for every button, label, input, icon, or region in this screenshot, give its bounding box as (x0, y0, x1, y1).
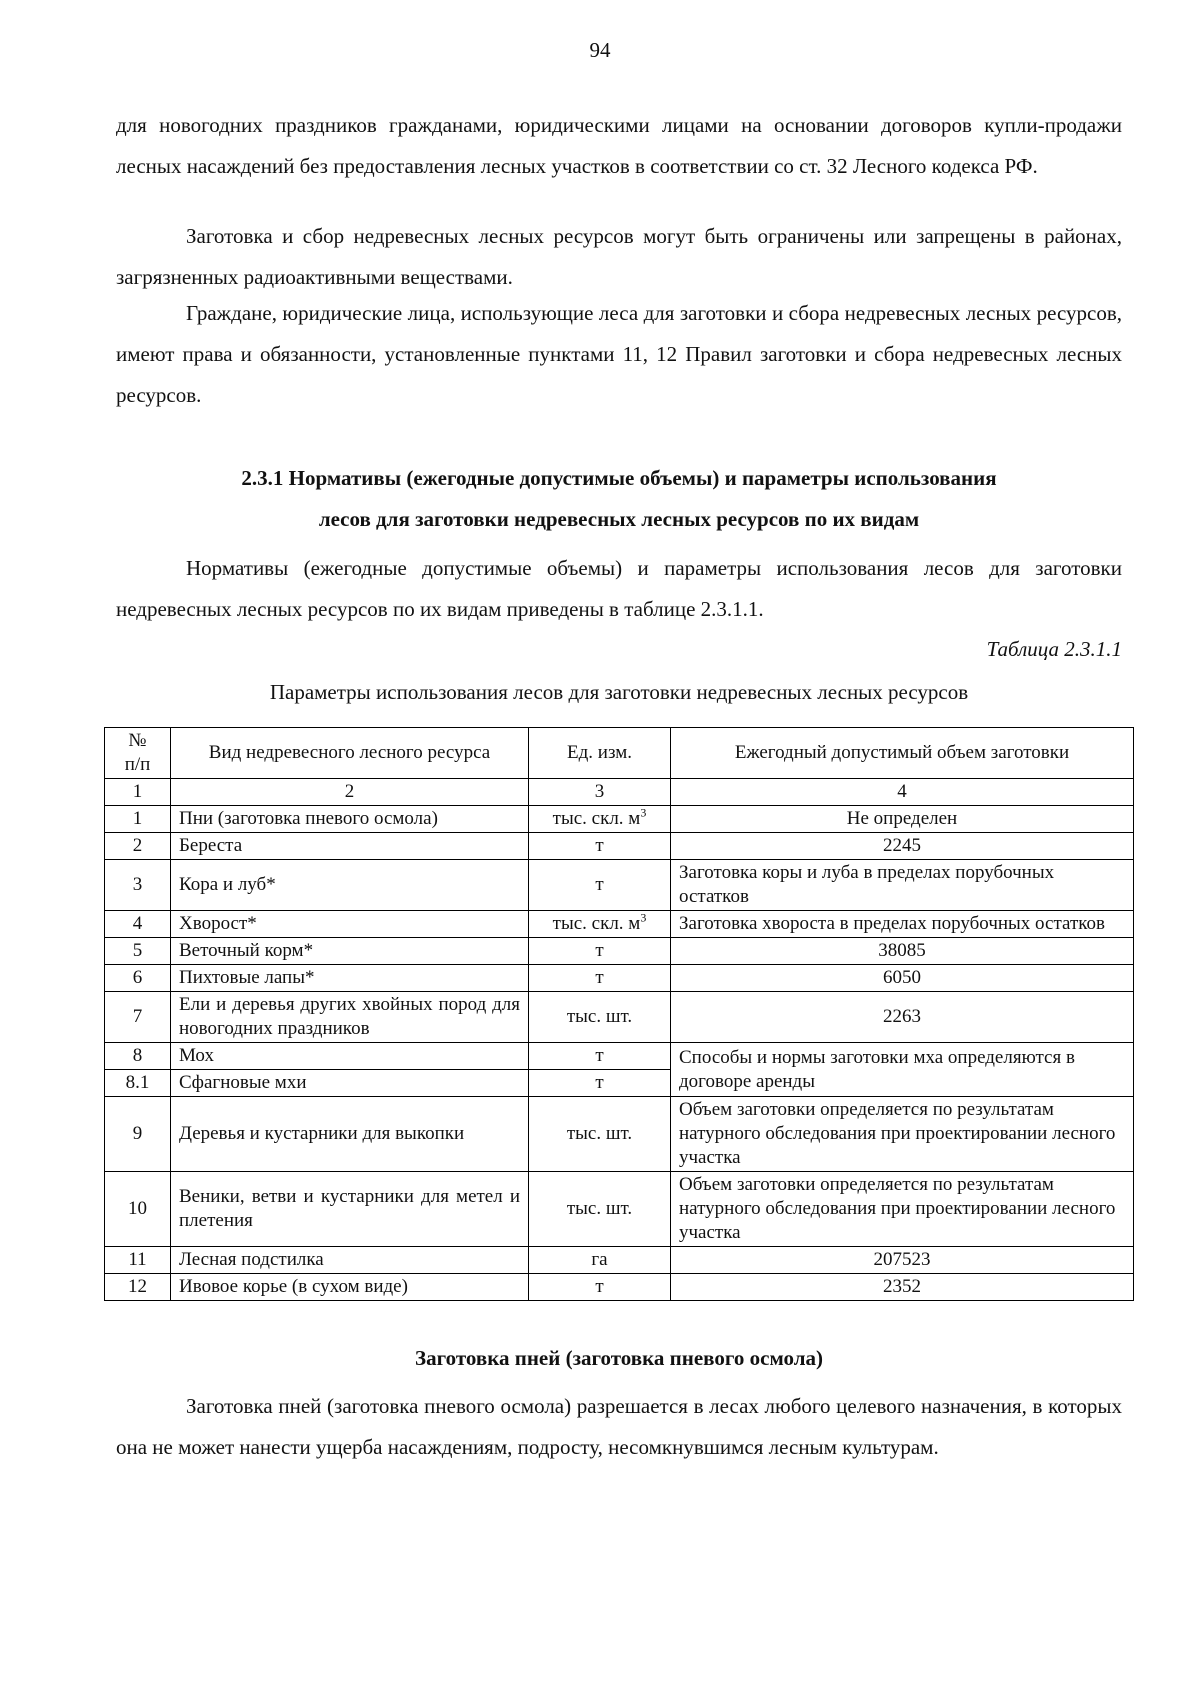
resource-name: Береста (171, 833, 529, 860)
volume-cell: 2352 (671, 1274, 1134, 1301)
table-row (105, 965, 1134, 992)
header-volume: Ежегодный допустимый объем заготовки (671, 728, 1134, 779)
paragraph-5: Заготовка пней (заготовка пневого осмола) разрешается в лесах любого целевого назначения, в которых она не может нанести ущерба насаждениям, подросту, несомкнувшимся лесным культурам. (116, 1394, 1122, 1459)
unit-cell: т (529, 938, 671, 965)
table-row (105, 806, 1134, 833)
unit-cell: т (529, 833, 671, 860)
volume-cell: Заготовка хвороста в пределах порубочных остатков (671, 911, 1134, 938)
volume-cell: Способы и нормы заготовки мха определяются в договоре аренды (671, 1043, 1134, 1097)
row-number: 11 (105, 1247, 171, 1274)
resource-name: Деревья и кустарники для выкопки (171, 1097, 529, 1172)
unit-cell: тыс. шт. (529, 992, 671, 1043)
column-number: 3 (529, 779, 671, 806)
volume-cell: Не определен (671, 806, 1134, 833)
unit-cell: га (529, 1247, 671, 1274)
table-row (105, 833, 1134, 860)
row-number: 12 (105, 1274, 171, 1301)
resource-name: Лесная подстилка (171, 1247, 529, 1274)
row-number: 2 (105, 833, 171, 860)
table-row (105, 1274, 1134, 1301)
row-number: 9 (105, 1097, 171, 1172)
table-row (105, 992, 1134, 1043)
resource-name: Веники, ветви и кустарники для метел и плетения (171, 1172, 529, 1247)
table-row (105, 911, 1134, 938)
unit-cell: тыс. шт. (529, 1097, 671, 1172)
header-unit: Ед. изм. (529, 728, 671, 779)
volume-cell: Заготовка коры и луба в пределах порубочных остатков (671, 860, 1134, 911)
unit-cell: тыс. шт. (529, 1172, 671, 1247)
row-number: 3 (105, 860, 171, 911)
table-row (105, 1043, 1134, 1070)
unit-cell: т (529, 965, 671, 992)
header-resource: Вид недревесного лесного ресурса (171, 728, 529, 779)
header-number-sign: № (128, 730, 147, 751)
volume-cell: 2245 (671, 833, 1134, 860)
resource-name: Ели и деревья других хвойных пород для новогодних праздников (171, 992, 529, 1043)
unit-text: тыс. скл. м (552, 913, 641, 934)
section-heading-line-2: лесов для заготовки недревесных лесных ресурсов по их видам (318, 507, 920, 531)
volume-cell: 6050 (671, 965, 1134, 992)
table-caption: Параметры использования лесов для заготовки недревесных лесных ресурсов (269, 680, 969, 704)
row-number: 10 (105, 1172, 171, 1247)
paragraph-2: Заготовка и сбор недревесных лесных ресурсов могут быть ограничены или запрещены в районах, загрязненных радиоактивными веществами. (116, 224, 1122, 289)
unit-superscript: 3 (640, 805, 647, 820)
table-row (105, 1247, 1134, 1274)
unit-cell: т (529, 1070, 671, 1097)
unit-cell (529, 911, 671, 938)
subsection-heading: Заготовка пней (заготовка пневого осмола) (415, 1346, 823, 1370)
volume-cell: 207523 (671, 1247, 1134, 1274)
row-number: 5 (105, 938, 171, 965)
resource-name: Кора и луб* (171, 860, 529, 911)
row-number: 4 (105, 911, 171, 938)
unit-cell: т (529, 1274, 671, 1301)
volume-cell: Объем заготовки определяется по результатам натурного обследования при проектировании лесного участка (671, 1172, 1134, 1247)
row-number: 1 (105, 806, 171, 833)
unit-cell (529, 806, 671, 833)
page-number: 94 (589, 38, 611, 62)
resource-name: Хворост* (171, 911, 529, 938)
row-number: 7 (105, 992, 171, 1043)
paragraph-4: Нормативы (ежегодные допустимые объемы) и параметры использования лесов для заготовки недревесных лесных ресурсов по их видам приведены в таблице 2.3.1.1. (116, 556, 1122, 621)
volume-cell: Объем заготовки определяется по результатам натурного обследования при проектировании лесного участка (671, 1097, 1134, 1172)
paragraph-1: для новогодних праздников гражданами, юридическими лицами на основании договоров купли-продажи лесных насаждений без предоставления лесных участков в соответствии со ст. 32 Лесного кодекса РФ. (116, 113, 1122, 178)
resource-name: Веточный корм* (171, 938, 529, 965)
column-number: 1 (105, 779, 171, 806)
parameters-table (104, 727, 1134, 1301)
unit-superscript: 3 (640, 910, 647, 925)
table-label: Таблица 2.3.1.1 (986, 637, 1122, 661)
paragraph-3: Граждане, юридические лица, использующие леса для заготовки и сбора недревесных лесных ресурсов, имеют права и обязанности, установленные пунктами 11, 12 Правил заготовки и сбора недревесных лесных ресурсов. (116, 301, 1122, 407)
column-number-row (105, 779, 1134, 806)
table-row (105, 1172, 1134, 1247)
table-row (105, 1097, 1134, 1172)
volume-cell: 2263 (671, 992, 1134, 1043)
section-heading-line-1: 2.3.1 Нормативы (ежегодные допустимые объемы) и параметры использования (241, 466, 997, 490)
column-number: 4 (671, 779, 1134, 806)
unit-text: тыс. скл. м (552, 808, 641, 829)
row-number: 8 (105, 1043, 171, 1070)
table-row (105, 938, 1134, 965)
resource-name: Пихтовые лапы* (171, 965, 529, 992)
resource-name: Мох (171, 1043, 529, 1070)
row-number: 8.1 (105, 1070, 171, 1097)
resource-name: Ивовое корье (в сухом виде) (171, 1274, 529, 1301)
resource-name: Пни (заготовка пневого осмола) (171, 806, 529, 833)
unit-cell: т (529, 860, 671, 911)
table-row (105, 860, 1134, 911)
row-number: 6 (105, 965, 171, 992)
resource-name: Сфагновые мхи (171, 1070, 529, 1097)
volume-cell: 38085 (671, 938, 1134, 965)
header-number (105, 728, 171, 779)
table-header-row (105, 728, 1134, 779)
unit-cell: т (529, 1043, 671, 1070)
column-number: 2 (171, 779, 529, 806)
header-number-abbr: п/п (124, 754, 151, 775)
